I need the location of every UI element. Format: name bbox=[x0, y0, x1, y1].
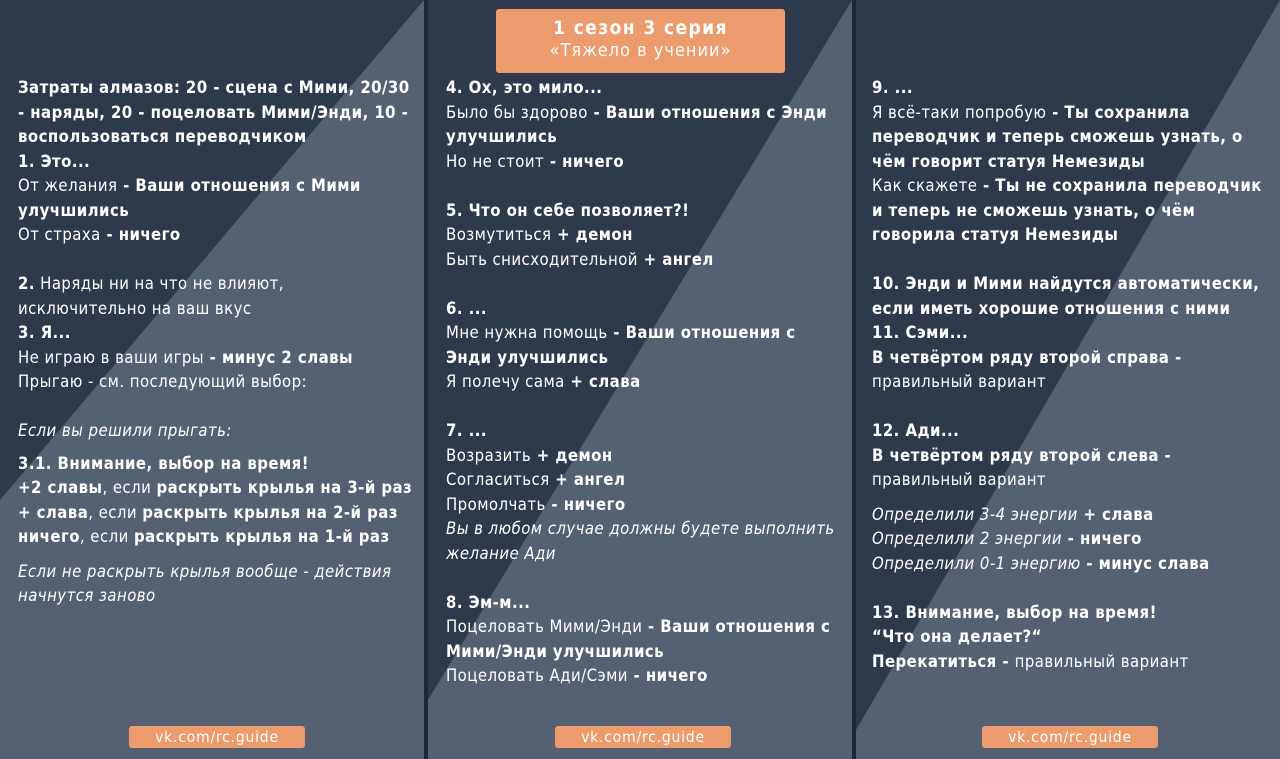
choice-13 bbox=[872, 601, 1270, 675]
choice-4-title: 4. Ох, это мило... bbox=[446, 78, 603, 97]
option-result: + слава bbox=[564, 372, 641, 391]
energy-text: Определили 3-4 энергии bbox=[872, 504, 1078, 524]
action: раскрыть крылья на 3-й раз bbox=[156, 478, 413, 497]
option-text: От желания bbox=[18, 176, 118, 195]
choice-6-option-2 bbox=[446, 370, 842, 395]
choice-9 bbox=[872, 76, 1270, 248]
choice-1 bbox=[18, 150, 414, 248]
option-text: Как скажете bbox=[872, 176, 978, 195]
choice-2-text: Наряды ни на что не влияют, исключительно на ваш вкус bbox=[18, 274, 284, 318]
option-text: Было бы здорово bbox=[446, 102, 588, 122]
separator: - bbox=[607, 323, 626, 342]
separator: - bbox=[587, 102, 606, 122]
choice-9-title: 9. ... bbox=[872, 78, 913, 97]
choice-11-title: 11. Сэми... bbox=[872, 323, 969, 342]
choice-8-title: 8. Эм-м... bbox=[446, 592, 531, 612]
option-text: Поцеловать Мими/Энди bbox=[446, 617, 643, 636]
column-left-text bbox=[18, 76, 414, 609]
column-left bbox=[0, 0, 424, 759]
option-result: Ты сохранила переводчик и теперь сможешь узнать, о чём говорит статуя Немезиды bbox=[872, 102, 1243, 171]
option-result: Ты не сохранила переводчик и теперь не сможешь узнать, о чём говорила статуя Немезиды bbox=[872, 176, 1262, 244]
option-text: Мне нужна помощь bbox=[446, 323, 608, 342]
energy-result: минус слава bbox=[1098, 553, 1210, 573]
choice-4-option-2 bbox=[446, 150, 842, 175]
answer-result: правильный вариант bbox=[872, 372, 1047, 391]
jump-note: Если вы решили прыгать: bbox=[18, 421, 232, 440]
option-text: Согласиться bbox=[446, 470, 550, 489]
footer-link[interactable]: vk.com/rc.guide bbox=[982, 726, 1158, 748]
option-text: Поцеловать Ади/Сэми bbox=[446, 666, 628, 685]
energy-line-2 bbox=[872, 527, 1270, 552]
choice-6-option-1 bbox=[446, 321, 842, 370]
separator: - bbox=[1062, 529, 1080, 548]
choice-8-option-2 bbox=[446, 664, 842, 689]
column-middle bbox=[428, 0, 852, 759]
choice-11-answer bbox=[872, 346, 1270, 395]
choice-7-note: Вы в любом случае должны будете выполнить желание Ади bbox=[446, 519, 835, 563]
option-result: ничего bbox=[562, 151, 625, 171]
choice-7-option-1 bbox=[446, 444, 842, 469]
choice-13-answer bbox=[872, 650, 1270, 675]
separator: - bbox=[117, 176, 136, 195]
choice-7-option-3 bbox=[446, 493, 842, 518]
option-result: ничего bbox=[645, 666, 708, 685]
energy-text: Определили 2 энергии bbox=[872, 529, 1063, 548]
choice-1-option-2 bbox=[18, 223, 414, 248]
choice-3-1-line-1 bbox=[18, 476, 414, 501]
separator: - bbox=[1046, 102, 1065, 122]
choice-7 bbox=[446, 419, 842, 566]
choice-3-1-line-3 bbox=[18, 525, 414, 550]
answer-text: В четвёртом ряду второй слева bbox=[872, 445, 1159, 465]
separator: - bbox=[977, 176, 996, 195]
choice-12 bbox=[872, 419, 1270, 493]
separator: - bbox=[642, 617, 661, 636]
footer-link[interactable]: vk.com/rc.guide bbox=[555, 726, 731, 748]
option-result: Ваши отношения с Энди улучшились bbox=[446, 323, 796, 367]
option-result: Ваши отношения с Энди улучшились bbox=[446, 102, 828, 146]
wings-note: Если не раскрыть крылья вообще - действия начнутся заново bbox=[18, 561, 392, 605]
answer-text: В четвёртом ряду второй справа bbox=[872, 347, 1170, 367]
option-result: + ангел bbox=[637, 249, 714, 269]
choice-9-option-1 bbox=[872, 101, 1270, 175]
diamond-costs: Затраты алмазов: 20 - сцена с Мими, 20/30 - наряды, 20 - поцеловать Мими/Энди, 10 - воспользоваться переводчиком bbox=[18, 78, 410, 146]
energy-line-3 bbox=[872, 552, 1270, 577]
choice-3-1-line-2 bbox=[18, 501, 414, 526]
separator: - bbox=[627, 666, 646, 685]
option-result: Ваши отношения с Мими улучшились bbox=[18, 176, 361, 220]
choice-5-title: 5. Что он себе позволяет?! bbox=[446, 200, 690, 220]
episode-number: 1 сезон 3 серия bbox=[553, 17, 728, 39]
option-text: Но не стоит bbox=[446, 151, 545, 171]
option-result: ничего bbox=[118, 225, 181, 244]
option-text: От страха bbox=[18, 225, 101, 244]
choice-9-option-2 bbox=[872, 174, 1270, 248]
choice-13-quote: “Что она делает?“ bbox=[872, 627, 1042, 646]
option-result: + демон bbox=[531, 445, 613, 465]
answer-result: правильный вариант bbox=[1014, 651, 1189, 671]
choice-5-option-2 bbox=[446, 248, 842, 273]
choice-13-title: 13. Внимание, выбор на время! bbox=[872, 602, 1157, 622]
separator: - bbox=[100, 225, 119, 244]
energy-result: + слава bbox=[1077, 504, 1154, 524]
choice-10: 10. Энди и Мими найдутся автоматически, если иметь хорошие отношения с ними bbox=[872, 274, 1260, 318]
option-text: Возразить bbox=[446, 445, 532, 465]
choice-2 bbox=[18, 272, 414, 321]
choice-3-1-title: 3.1. Внимание, выбор на время! bbox=[18, 453, 309, 473]
energy-line-1 bbox=[872, 503, 1270, 528]
choice-1-option-1 bbox=[18, 174, 414, 223]
option-text: Промолчать bbox=[446, 494, 546, 514]
choice-4 bbox=[446, 76, 842, 174]
separator: - bbox=[204, 347, 222, 367]
separator: - bbox=[1080, 553, 1099, 573]
choice-2-number: 2. bbox=[18, 274, 35, 293]
column-middle-text bbox=[446, 76, 842, 689]
choice-4-option-1 bbox=[446, 101, 842, 150]
choice-1-title: 1. Это... bbox=[18, 151, 91, 171]
option-result: + демон bbox=[551, 225, 633, 244]
choice-3-1 bbox=[18, 452, 414, 550]
episode-banner bbox=[496, 9, 785, 73]
choice-12-answer bbox=[872, 444, 1270, 493]
answer-text: Перекатиться bbox=[872, 651, 997, 671]
choice-3 bbox=[18, 321, 414, 395]
option-result: Ваши отношения с Мими/Энди улучшились bbox=[446, 617, 831, 661]
choice-6-title: 6. ... bbox=[446, 298, 487, 318]
option-result: ничего bbox=[563, 494, 626, 514]
option-text: Возмутиться bbox=[446, 225, 552, 244]
choice-6 bbox=[446, 297, 842, 395]
option-text: Быть снисходительной bbox=[446, 249, 638, 269]
energy-text: Определили 0-1 энергию bbox=[872, 553, 1081, 573]
result: ничего bbox=[18, 527, 80, 546]
action: раскрыть крылья на 2-й раз bbox=[142, 502, 398, 522]
choice-5-option-1 bbox=[446, 223, 842, 248]
connector: , если bbox=[79, 527, 134, 546]
result: + слава bbox=[18, 502, 89, 522]
choice-8 bbox=[446, 591, 842, 689]
separator: - bbox=[1158, 445, 1172, 465]
separator: - bbox=[1169, 347, 1182, 367]
energy-result: ничего bbox=[1079, 529, 1142, 548]
separator: - bbox=[544, 151, 563, 171]
option-text: Я полечу сама bbox=[446, 372, 565, 391]
separator: - bbox=[545, 494, 564, 514]
choice-7-title: 7. ... bbox=[446, 421, 487, 440]
choice-3-option-1 bbox=[18, 346, 414, 371]
choice-11 bbox=[872, 321, 1270, 395]
connector: , если bbox=[102, 478, 157, 497]
option-result: минус 2 славы bbox=[221, 347, 353, 367]
action: раскрыть крылья на 1-й раз bbox=[133, 527, 390, 546]
separator: - bbox=[996, 651, 1015, 671]
choice-3-title: 3. Я... bbox=[18, 323, 71, 342]
option-text: Не играю в ваши игры bbox=[18, 347, 205, 367]
result: +2 славы bbox=[18, 478, 103, 497]
choice-12-title: 12. Ади... bbox=[872, 421, 960, 440]
column-right bbox=[856, 0, 1280, 759]
connector: , если bbox=[88, 502, 143, 522]
energy-results bbox=[872, 503, 1270, 577]
option-result: + ангел bbox=[549, 470, 626, 489]
episode-title: «Тяжело в учении» bbox=[549, 40, 732, 61]
choice-3-option-2: Прыгаю - см. последующий выбор: bbox=[18, 372, 308, 391]
footer-link[interactable]: vk.com/rc.guide bbox=[129, 726, 305, 748]
column-right-text bbox=[872, 76, 1270, 674]
answer-result: правильный вариант bbox=[872, 470, 1047, 489]
option-text: Я всё-таки попробую bbox=[872, 102, 1047, 122]
choice-8-option-1 bbox=[446, 615, 842, 664]
choice-7-option-2 bbox=[446, 468, 842, 493]
choice-5 bbox=[446, 199, 842, 273]
